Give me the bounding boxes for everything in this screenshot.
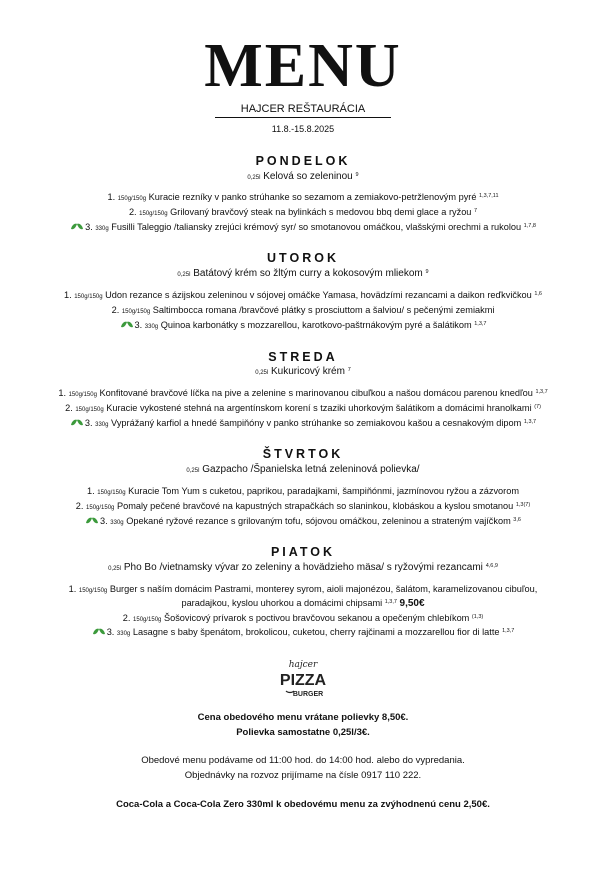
- menu-item-continuation: [0, 598, 606, 609]
- menu-item-vegetarian: [0, 418, 606, 428]
- item-text: 150g/150g: [121, 309, 151, 315]
- soup-tuesday: [0, 268, 606, 279]
- allergen-codes: 1,3,7: [535, 389, 548, 395]
- item-text: Kuracie vykostené stehná na argentínskom korení s tzaziki uhorkovým šalátikom a domácimi hranolkami: [106, 403, 532, 413]
- allergen-codes: 7: [347, 367, 351, 373]
- allergen-codes: 1,3,7,11: [479, 193, 499, 199]
- item-text: Udon rezance s ázijskou zeleninou v sójovej omáčke Yamasa, hovädzími rezancami a daikon reďkvičkou: [105, 290, 532, 300]
- allergen-codes: 9: [355, 172, 359, 178]
- item-text: 0,25l: [247, 175, 261, 181]
- allergen-codes: 1,3,7: [502, 628, 515, 634]
- menu-item: [0, 584, 606, 594]
- item-text: 3.: [100, 516, 108, 526]
- item-text: 0,25l: [108, 566, 122, 572]
- item-text: 330g: [95, 226, 109, 232]
- item-text: Opekané ryžové rezance s grilovaným tofu, sójovou omáčkou, zeleninou a strateným vajíčkom: [126, 516, 511, 526]
- item-text: 150g/150g: [78, 588, 108, 594]
- item-text: Grilovaný bravčový steak na bylinkách s medovou bbq demi glace a ryžou: [170, 207, 472, 217]
- vegetarian-leaf-icon: [85, 517, 99, 525]
- item-text: Konfitované bravčové líčka na pive a zelenine s marinovanou cibuľkou a našou domácou parenou knedľou: [99, 388, 533, 398]
- item-text: Šošovicový prívarok s poctivou bravčovou sekanou a opečeným chlebíkom: [163, 613, 470, 623]
- item-text: Lasagne s baby špenátom, brokolicou, cuketou, cherry rajčinami a mozzarellou fior di latte: [132, 627, 500, 637]
- item-text: paradajkou, kyslou uhorkou a domácimi chipsami: [181, 598, 383, 608]
- vegetarian-leaf-icon: [92, 628, 106, 636]
- item-text: 150g/150g: [139, 211, 168, 217]
- allergen-codes: 1,3(7): [515, 502, 531, 508]
- day-heading-thursday: ŠTVRTOK: [262, 447, 344, 461]
- soup-friday: [0, 562, 606, 573]
- item-text: 150g/150g: [74, 294, 103, 300]
- item-text: 2.: [75, 501, 84, 511]
- menu-price-line: Cena obedového menu vrátane polievky 8,50€.: [197, 712, 409, 723]
- item-text: 1.: [107, 192, 116, 202]
- item-text: 3.: [134, 320, 143, 330]
- item-text: Fusilli Taleggio /taliansky zrejúci krémový syr/ so smotanovou omáčkou, vlašskými orechmi a rukolou: [111, 222, 522, 232]
- item-text: 2.: [128, 207, 137, 217]
- allergen-codes: 1,3,7: [384, 599, 397, 605]
- item-text: 150g/150g: [117, 196, 147, 202]
- item-text: 1.: [68, 584, 77, 594]
- menu-item: [0, 290, 606, 300]
- allergen-codes: (7): [534, 404, 541, 410]
- svg-text:BURGER: BURGER: [292, 691, 324, 698]
- allergen-codes: 3,6: [513, 517, 521, 523]
- item-text: 2.: [111, 305, 120, 315]
- menu-item: [0, 501, 606, 511]
- item-text: 3.: [85, 222, 93, 232]
- burger-price: 9,50€: [399, 598, 425, 609]
- item-text: 0,25l: [177, 272, 191, 278]
- allergen-codes: 9: [425, 269, 429, 275]
- item-text: Batátový krém so žltým curry a kokosovým mliekom: [193, 268, 423, 279]
- soup-wednesday: [0, 366, 606, 377]
- vegetarian-leaf-icon: [70, 223, 84, 231]
- allergen-codes: 1,3,7: [474, 321, 487, 327]
- day-heading-tuesday: UTOROK: [267, 251, 339, 265]
- item-text: 330g: [110, 520, 124, 526]
- item-text: 150g/150g: [75, 407, 104, 413]
- svg-text:PIZZA: PIZZA: [279, 672, 327, 689]
- menu-dates: 11.8.-15.8.2025: [271, 124, 335, 134]
- svg-text:hajcer: hajcer: [288, 660, 318, 670]
- item-text: 2.: [122, 613, 131, 623]
- menu-item: [0, 192, 606, 202]
- item-text: 330g: [95, 422, 109, 428]
- item-text: Burger s naším domácim Pastrami, monterey syrom, aioli majonézou, šalátom, karamelizovanou cibuľou,: [109, 584, 538, 594]
- delivery-phone: Objednávky na rozvoz prijímame na čísle 0917 110 222.: [184, 770, 422, 781]
- day-heading-friday: PIATOK: [270, 545, 336, 559]
- item-text: 150g/150g: [97, 490, 126, 496]
- soup-monday: [0, 171, 606, 182]
- item-text: 0,25l: [255, 370, 269, 376]
- item-text: Kelová so zeleninou: [263, 171, 353, 182]
- allergen-codes: 7: [473, 208, 478, 214]
- item-text: Kuracie rezníky v panko strúhanke so sezamom a zemiakovo-petržlenovým pyré: [148, 192, 477, 202]
- vegetarian-leaf-icon: [70, 419, 84, 427]
- soup-thursday: [0, 464, 606, 475]
- menu-item-vegetarian: [0, 627, 606, 637]
- item-text: Quinoa karbonátky s mozzarellou, karotkovo-paštrnákovým pyré a šalátikom: [160, 320, 472, 330]
- item-text: 1.: [58, 388, 66, 398]
- allergen-codes: 1,6: [534, 291, 542, 297]
- item-text: 330g: [116, 631, 131, 637]
- allergen-codes: 4,6,9: [485, 563, 498, 569]
- menu-item: [0, 486, 606, 496]
- menu-item: [0, 207, 606, 217]
- day-heading-monday: PONDELOK: [255, 154, 351, 168]
- restaurant-name: HAJCER REŠTAURÁCIA: [0, 103, 606, 115]
- page-title: MENU: [204, 32, 402, 100]
- soup-price-line: Polievka samostatne 0,25l/3€.: [236, 727, 370, 738]
- menu-item: [0, 388, 606, 398]
- menu-item: [0, 613, 606, 623]
- item-text: 1.: [87, 486, 95, 496]
- item-text: Vyprážaný karfiol a hnedé šampiňóny v panko strúhanke so zemiakovou kašou a cesnakovým dipom: [111, 418, 522, 428]
- menu-item-vegetarian: [0, 222, 606, 232]
- allergen-codes: 1,7,8: [523, 223, 536, 229]
- vegetarian-leaf-icon: [120, 321, 134, 329]
- menu-item: [0, 305, 606, 315]
- item-text: 3.: [106, 627, 115, 637]
- item-text: Kuracie Tom Yum s cuketou, paprikou, paradajkami, šampiňónmi, jazmínovou ryžou a zázvorom: [128, 486, 519, 496]
- item-text: 1.: [63, 290, 72, 300]
- allergen-codes: 1,3,7: [523, 419, 537, 425]
- item-text: 150g/150g: [68, 392, 97, 398]
- item-text: 150g/150g: [133, 617, 162, 623]
- item-text: 150g/150g: [86, 505, 115, 511]
- cola-offer: Coca-Cola a Coca-Cola Zero 330ml k obedovému menu za zvýhodnenú cenu 2,50€.: [116, 799, 490, 810]
- item-text: Gazpacho /Španielska letná zeleninová polievka/: [202, 464, 420, 475]
- serving-hours: Obedové menu podávame od 11:00 hod. do 14:00 hod. alebo do vypredania.: [141, 755, 465, 766]
- item-text: 0,25l: [186, 468, 200, 474]
- item-text: Pomaly pečené bravčové na kapustných strapačkách so slaninkou, klobáskou a kyslou smotanou: [116, 501, 514, 511]
- item-text: Saltimbocca romana /bravčové plátky s prosciuttom a šalviou/ s pečenými zemiakmi: [152, 305, 495, 315]
- menu-item: [0, 403, 606, 413]
- hajcer-pizza-burger-logo: [274, 657, 332, 701]
- item-text: Kukuricový krém: [271, 366, 345, 377]
- menu-item-vegetarian: [0, 516, 606, 526]
- allergen-codes: (1,3): [471, 614, 484, 620]
- menu-item-vegetarian: [0, 320, 606, 330]
- day-heading-wednesday: STREDA: [268, 350, 338, 364]
- item-text: Pho Bo /vietnamsky vývar zo zeleniny a hovädzieho mäsa/ s ryžovými rezancami: [123, 562, 483, 573]
- item-text: 330g: [144, 324, 159, 330]
- item-text: 2.: [65, 403, 73, 413]
- item-text: 3.: [84, 418, 93, 428]
